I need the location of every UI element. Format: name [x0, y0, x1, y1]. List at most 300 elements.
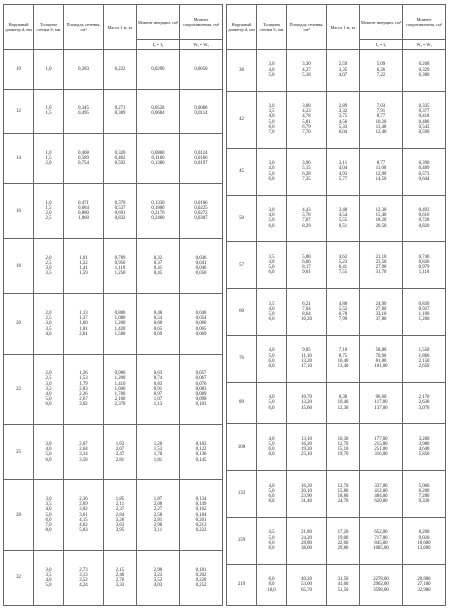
resistance-cell	[403, 471, 446, 518]
cell-value: 2,76	[115, 578, 125, 584]
cell-value: 2,07	[115, 447, 125, 453]
cell-value: 2,5	[45, 316, 52, 322]
cell-value: 5,33	[338, 124, 348, 130]
wall-thickness-cell	[34, 551, 64, 606]
diameter-cell: 45	[227, 148, 257, 195]
cell-value: 0,83	[153, 381, 163, 387]
resistance-cell	[180, 551, 223, 606]
cell-value: 7,91	[376, 109, 386, 115]
cell-value: 1,100	[418, 312, 430, 318]
cell-value: 21,10	[375, 254, 387, 260]
mass-cell	[104, 134, 137, 184]
cell-value: 1,28	[153, 441, 163, 447]
cell-value: 5,0	[45, 583, 52, 589]
cell-value: 412,00	[374, 488, 388, 494]
cell-value: 0,202	[195, 572, 207, 578]
cell-value: 7,55	[338, 270, 348, 276]
inertia-cell	[137, 294, 180, 354]
cell-value: 1,87	[153, 496, 163, 502]
cell-value: 1,26	[79, 371, 88, 377]
cell-value: 6,28	[302, 171, 311, 177]
cell-value: 8,64	[302, 312, 311, 318]
cell-value: 33,10	[375, 312, 387, 318]
table-row	[4, 50, 223, 90]
mass-cell	[104, 294, 137, 354]
cell-value: 3,96	[302, 161, 311, 167]
cell-value: 5,0	[268, 400, 275, 406]
cell-value: 3,5	[45, 386, 52, 392]
cell-value: 1,860	[418, 353, 430, 359]
cell-value: 0,046	[195, 266, 207, 272]
header-mass: Масса 1 м, кг	[104, 5, 137, 50]
cell-value: 4,07	[338, 72, 348, 78]
inertia-cell	[360, 289, 403, 336]
cell-value: 1,780	[114, 392, 126, 397]
mass-cell	[327, 335, 360, 382]
cell-value: 0,46	[153, 310, 163, 316]
cell-value: 1,13	[79, 310, 88, 316]
cell-value: 16,20	[301, 442, 312, 448]
cell-value: 8,0	[268, 546, 275, 552]
cell-value: 2,5	[45, 376, 52, 382]
diameter-cell: 22	[4, 354, 34, 425]
cell-value: 4,62	[338, 254, 348, 260]
cell-value: 15,80	[337, 488, 349, 494]
cell-value: 3,5	[45, 502, 52, 508]
cell-value: 0,1160	[151, 156, 165, 162]
resistance-cell	[180, 184, 223, 239]
inertia-cell	[360, 335, 403, 382]
inertia-cell	[137, 50, 180, 90]
cell-value: 6,0	[45, 402, 52, 408]
cell-value: 10,70	[301, 395, 312, 401]
cell-value: 4,0	[45, 507, 52, 513]
resistance-cell	[403, 242, 446, 289]
cell-value: 3,33	[115, 583, 125, 589]
wall-thickness-cell	[257, 471, 287, 518]
cell-value: 2,11	[115, 502, 125, 508]
table-row	[4, 89, 223, 134]
mass-cell	[104, 354, 137, 425]
cell-value: 0,390	[418, 161, 430, 167]
cell-value: 0,0528	[151, 106, 165, 112]
cell-value: 3,0	[268, 104, 275, 110]
cell-value: 12,30	[375, 208, 387, 214]
wall-thickness-cell	[34, 354, 64, 425]
cell-value: 3,070	[418, 405, 430, 411]
cell-value: 4,93	[338, 171, 348, 177]
cell-value: 6,0	[268, 317, 275, 323]
cell-value: 101,00	[374, 364, 388, 370]
cell-value: 0,0114	[194, 111, 208, 117]
cell-value: 8,29	[302, 223, 311, 229]
cell-value: 81,80	[375, 358, 387, 364]
cell-value: 51,50	[337, 587, 349, 593]
cell-value: 3,5	[45, 326, 52, 332]
cell-value: 2,0	[45, 310, 52, 316]
cell-value: 1,060	[78, 216, 89, 222]
cell-value: 8,0	[268, 452, 275, 458]
cell-value: 1,85	[115, 496, 125, 502]
cell-value: 0,329	[418, 67, 430, 73]
cell-value: 1,37	[79, 316, 88, 322]
cell-value: 3,0	[45, 321, 52, 327]
cell-value: 3,0	[45, 441, 52, 447]
cell-value: 0,389	[114, 111, 126, 117]
inertia-cell	[360, 148, 403, 195]
cell-value: 53,00	[301, 582, 312, 588]
cell-value: 0,41	[153, 266, 163, 272]
cell-value: 14,50	[375, 176, 387, 182]
cell-value: 4,0	[268, 483, 275, 489]
section-area-cell	[64, 89, 104, 134]
cell-value: 2,73	[79, 567, 88, 573]
cell-value: 12,40	[375, 130, 387, 136]
cell-value: 2,47	[115, 452, 125, 458]
table-row	[227, 382, 446, 424]
wall-thickness-cell	[34, 425, 64, 480]
pipe-table-right	[226, 4, 446, 606]
inertia-cell	[360, 517, 403, 564]
cell-value: 0,103	[195, 402, 207, 408]
cell-value: 0,60	[153, 321, 163, 327]
mass-cell	[327, 471, 360, 518]
cell-value: 0,050	[195, 271, 207, 277]
cell-value: 0,069	[195, 331, 207, 337]
cell-value: 24,90	[375, 301, 387, 307]
diameter-cell: 159	[227, 517, 257, 564]
cell-value: 0,252	[195, 583, 207, 589]
cell-value: 0,69	[153, 331, 163, 337]
cell-value: 1,53	[153, 447, 163, 453]
header-resistance: Момент сопротивления, см³	[180, 5, 223, 40]
diameter-cell: 219	[227, 564, 257, 606]
cell-value: 25,10	[301, 452, 312, 458]
cell-value: 1,22	[79, 261, 88, 267]
cell-value: 6,51	[338, 223, 348, 229]
cell-value: 5,03	[79, 528, 88, 534]
cell-value: 3,95	[115, 528, 125, 534]
cell-value: 15,60	[301, 405, 312, 411]
cell-value: 5,77	[338, 176, 348, 182]
diameter-cell: 89	[227, 382, 257, 424]
cell-value: 2,08	[153, 502, 163, 508]
cell-value: 0,268	[418, 62, 430, 68]
cell-value: 3,32	[338, 109, 348, 115]
wall-thickness-cell	[257, 289, 287, 336]
cell-value: 117,00	[374, 400, 388, 406]
cell-value: 1,0	[45, 106, 52, 112]
cell-value: 6,66	[302, 260, 311, 266]
cell-value: 5,060	[418, 483, 430, 489]
section-area-cell	[64, 134, 104, 184]
cell-value: 2,69	[79, 502, 88, 508]
cell-value: 3,26	[115, 517, 125, 523]
diameter-cell: 10	[4, 50, 34, 90]
cell-value: 2,98	[153, 522, 163, 528]
cell-value: 3,0	[268, 161, 275, 167]
cell-value: 484,00	[374, 494, 388, 500]
cell-value: 5,81	[302, 119, 311, 125]
mass-cell	[327, 517, 360, 564]
cell-value: 0,222	[114, 66, 126, 72]
cell-value: 5,15	[302, 166, 311, 172]
diameter-cell: 76	[227, 335, 257, 382]
cell-value: 2,170	[418, 395, 430, 401]
cell-value: 4,0	[45, 578, 52, 584]
cell-value: 8,200	[418, 530, 430, 536]
cell-value: 3,0	[45, 496, 52, 502]
diameter-cell: 60	[227, 289, 257, 336]
table-row	[227, 424, 446, 471]
table-row	[4, 239, 223, 294]
cell-value: 3,02	[79, 402, 88, 408]
cell-value: 0,0290	[151, 66, 165, 72]
resistance-cell	[180, 89, 223, 134]
mass-cell	[104, 239, 137, 294]
section-area-cell	[287, 335, 327, 382]
cell-value: 137,00	[374, 405, 388, 411]
cell-value: 10,600	[417, 540, 431, 546]
subheader-resistance: Wₓ = Wᵧ	[180, 40, 223, 50]
cell-value: 0,754	[78, 161, 89, 167]
cell-value: 0,820	[418, 223, 430, 229]
resistance-cell	[403, 50, 446, 92]
mass-cell	[327, 564, 360, 606]
mass-cell	[327, 424, 360, 471]
cell-value: 3,0	[45, 381, 52, 387]
cell-value: 29,80	[337, 546, 349, 552]
cell-value: 7,07	[302, 218, 311, 224]
table-row	[227, 517, 446, 564]
cell-value: 20,800	[417, 577, 431, 583]
cell-value: 7,280	[418, 494, 430, 500]
header-wall-thickness: Толщина стенки S, мм	[34, 5, 64, 50]
resistance-cell	[403, 289, 446, 336]
cell-value: 7,0	[268, 130, 275, 136]
cell-value: 0,098	[195, 397, 207, 403]
inertia-cell	[360, 242, 403, 289]
inertia-cell	[360, 382, 403, 424]
cell-value: 4,23	[302, 109, 311, 115]
cell-value: 0,065	[195, 326, 207, 332]
cell-value: 0,592	[114, 161, 126, 167]
cell-value: 5,0	[268, 119, 275, 125]
cell-value: 0,1330	[151, 200, 165, 206]
cell-value: 1,410	[114, 381, 126, 387]
mass-cell	[327, 382, 360, 424]
diameter-cell: 28	[4, 480, 34, 551]
cell-value: 1085,00	[373, 546, 389, 552]
header-inertia: Момент инерции, см⁴	[360, 5, 403, 40]
cell-value: 0,181	[195, 567, 207, 573]
cell-value: 2,84	[115, 512, 125, 518]
cell-value: 2,150	[418, 358, 430, 364]
cell-value: 4,0	[268, 306, 275, 312]
inertia-cell	[137, 480, 180, 551]
header-wall-thickness: Толщина стенки S, мм	[257, 5, 287, 50]
cell-value: 0,162	[195, 507, 207, 513]
wall-thickness-cell	[257, 424, 287, 471]
cell-value: 316,00	[374, 452, 388, 458]
cell-value: 0,0684	[151, 111, 165, 117]
cell-value: 4,15	[79, 517, 88, 523]
cell-value: 12,70	[337, 483, 349, 489]
cell-value: 6,0	[45, 517, 52, 523]
cell-value: 0,089	[195, 392, 207, 397]
table-row	[227, 564, 446, 606]
cell-value: 6,0	[268, 447, 275, 453]
mass-cell	[327, 50, 360, 92]
mass-cell	[104, 184, 137, 239]
diameter-cell: 18	[4, 239, 34, 294]
wall-thickness-cell	[34, 50, 64, 90]
cell-value: 1,0	[45, 66, 52, 72]
cell-value: 0,136	[195, 452, 207, 458]
section-area-cell	[64, 50, 104, 90]
cell-value: 41,60	[337, 582, 349, 588]
cell-value: 6,79	[302, 124, 311, 130]
section-area-cell	[64, 480, 104, 551]
cell-value: 2,5	[45, 261, 52, 267]
mass-cell	[104, 50, 137, 90]
cell-value: 0,2170	[151, 211, 165, 217]
cell-value: 3,0	[45, 567, 52, 573]
wall-thickness-cell	[34, 184, 64, 239]
mass-cell	[327, 289, 360, 336]
cell-value: 2,37	[115, 507, 125, 513]
cell-value: 0,1800	[151, 205, 165, 211]
cell-value: 0,616	[418, 213, 430, 219]
cell-value: 4,0	[45, 392, 52, 397]
cell-value: 845,00	[374, 540, 388, 546]
cell-value: 10,40	[337, 400, 349, 406]
resistance-cell	[180, 50, 223, 90]
cell-value: 0,956	[114, 261, 126, 267]
cell-value: 8,0	[45, 528, 52, 534]
cell-value: 0,45	[153, 271, 163, 277]
table-row	[227, 335, 446, 382]
section-area-cell	[287, 242, 327, 289]
cell-value: 2,07	[79, 441, 88, 447]
table-row	[227, 91, 446, 148]
cell-value: 4,5	[268, 530, 275, 536]
cell-value: 9,61	[302, 270, 311, 276]
cell-value: 4,0	[268, 114, 275, 120]
diameter-cell: 38	[227, 50, 257, 92]
cell-value: 1,70	[153, 452, 163, 458]
wall-thickness-cell	[34, 89, 64, 134]
mass-cell	[104, 425, 137, 480]
section-area-cell	[64, 294, 104, 354]
cell-value: 3,23	[153, 572, 163, 578]
cell-value: 7,99	[338, 317, 348, 323]
wall-thickness-cell	[34, 134, 64, 184]
cell-value: 3,75	[338, 114, 348, 120]
cell-value: 6,04	[338, 130, 348, 136]
wall-thickness-cell	[34, 239, 64, 294]
resistance-cell	[403, 517, 446, 564]
section-area-cell	[287, 195, 327, 242]
diameter-cell: 57	[227, 242, 257, 289]
inertia-cell	[137, 239, 180, 294]
cell-value: 3,5	[268, 301, 275, 307]
cell-value: 13,20	[301, 400, 312, 406]
resistance-cell	[180, 480, 223, 551]
cell-value: 0,335	[418, 104, 430, 110]
cell-value: 5,0	[268, 488, 275, 494]
cell-value: 1,01	[79, 255, 88, 261]
cell-value: 0,145	[195, 457, 207, 463]
cell-value: 0,54	[153, 316, 163, 322]
cell-value: 0,271	[114, 106, 126, 112]
section-area-cell	[287, 91, 327, 148]
cell-value: 0,986	[114, 371, 126, 377]
cell-value: 3,13	[79, 572, 88, 578]
cell-value: 337,00	[374, 483, 388, 489]
diameter-cell: 20	[4, 294, 34, 354]
cell-value: 6,41	[338, 265, 348, 271]
cell-value: 27,80	[375, 306, 387, 312]
cell-value: 8,0	[268, 499, 275, 505]
cell-value: 4,88	[338, 301, 348, 307]
cell-value: 2,5	[45, 216, 52, 222]
cell-value: 0,492	[418, 208, 430, 214]
cell-value: 2,27	[153, 507, 163, 513]
cell-value: 0,543	[418, 124, 430, 130]
wall-thickness-cell	[257, 517, 287, 564]
cell-value: 0,888	[114, 310, 126, 316]
cell-value: 1,5	[45, 156, 52, 162]
cell-value: 18,80	[337, 494, 349, 500]
table-body	[227, 50, 446, 606]
resistance-cell	[403, 148, 446, 195]
cell-value: 4,0	[268, 166, 275, 172]
wall-thickness-cell	[257, 91, 287, 148]
cell-value: 1,59	[79, 271, 88, 277]
cell-value: 2,89	[338, 104, 348, 110]
table-row	[227, 148, 446, 195]
cell-value: 37,80	[375, 317, 387, 323]
cell-value: 0,740	[418, 254, 430, 260]
cell-value: 0,184	[195, 512, 207, 518]
cell-value: 58,80	[375, 348, 387, 354]
cell-value: 4,0	[45, 447, 52, 453]
cell-value: 3,5	[45, 572, 52, 578]
inertia-cell	[360, 50, 403, 92]
cell-value: 1,580	[114, 331, 126, 337]
cell-value: 12,30	[337, 405, 349, 411]
cell-value: 0,65	[153, 326, 163, 332]
cell-value: 1,250	[114, 271, 126, 277]
wall-thickness-cell	[34, 480, 64, 551]
table-body	[4, 50, 223, 606]
cell-value: 1,79	[79, 381, 88, 387]
cell-value: 2,36	[79, 496, 88, 502]
cell-value: 4,0	[268, 213, 275, 219]
cell-value: 6,78	[338, 312, 348, 318]
cell-value: 96,60	[375, 395, 387, 401]
header-inertia: Момент инерции, см⁴	[137, 5, 180, 40]
cell-value: 3,52	[153, 578, 163, 584]
cell-value: 1,420	[114, 326, 126, 332]
cell-value: 1,200	[114, 376, 126, 382]
cell-value: 2,46	[115, 572, 125, 578]
cell-value: 3,5	[268, 254, 275, 260]
table-row	[227, 195, 446, 242]
cell-value: 0,057	[195, 371, 207, 377]
resistance-cell	[403, 424, 446, 471]
